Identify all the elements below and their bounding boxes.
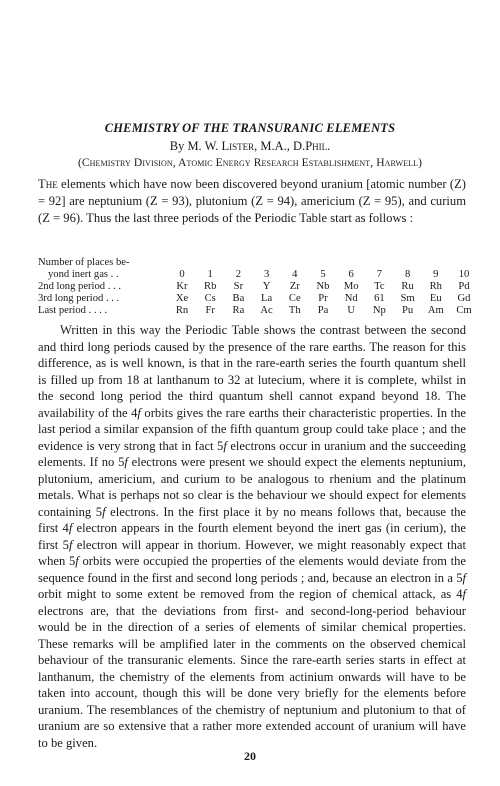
author-surname: Lister (221, 139, 255, 153)
orbital-label: f (137, 405, 141, 420)
orbital-label: f (68, 537, 73, 552)
table-row (38, 293, 471, 305)
table-row (38, 281, 470, 293)
text-run: electrons are, that the deviations from first- and second-long-period behaviour would be in the direction of a series of elements of similar chemical properties. These remarks will be amplified later in the comments on the observed chemical behaviour of the transuranic elements. Since the rare-earth series starts in effect at lanthanum, the chemistry of the elements from actinium onwards will have to be taken into account, though this will be done very briefly for the elements before uranium. The resemblances of the chemistry of neptunium and plutonium to that of uranium are so extensive that a rather more extended account of uranium will have to be given. (38, 603, 466, 750)
row-label: 3rd long period . . . (38, 293, 120, 304)
orbital-label: f (102, 504, 106, 519)
page-number: 20 (244, 749, 256, 763)
element-symbol: Rb (204, 281, 217, 292)
table-column-number: 5 (320, 269, 326, 280)
article-body (38, 322, 466, 751)
table-row (38, 305, 472, 317)
element-symbol: Sr (233, 281, 244, 292)
orbital-label: f (223, 438, 227, 453)
text-run: electrons occur in uranium and the succeeding elements. If no 5 (38, 438, 466, 469)
author-suffix: . (327, 139, 331, 153)
element-symbol: La (261, 293, 273, 304)
table-header-label: Number of places be- (38, 257, 130, 268)
table-column-number: 2 (235, 269, 242, 280)
element-symbol: Tc (374, 281, 385, 292)
element-symbol: Zr (289, 281, 300, 292)
table-column-number: 10 (458, 269, 470, 280)
table-column-number: 7 (376, 269, 383, 280)
text-run: Written in this way the Periodic Table shows the contrast between the second and third long periods caused by the presence of the rare earths. The reason for this difference, as is well known, is that in the rare-earth series the fourth quantum shell is filled up from 18 at lanthanum to 32 at lutecium, where it is complete, whilst in the second long period the third quantum shell cannot expand beyond 18. The availability of the 4 (38, 323, 466, 420)
element-symbol: Pd (458, 281, 470, 292)
element-symbol: Gd (457, 293, 471, 304)
author-degree: Phil (305, 139, 328, 153)
table-header-row (38, 257, 466, 269)
element-symbol: Np (372, 305, 386, 316)
author-affiliation: (Chemistry Division, Atomic Energy Research Establishment, Harwell) (77, 157, 423, 169)
element-symbol: Ra (232, 305, 245, 316)
row-label: 2nd long period . . . (38, 281, 121, 292)
element-symbol: Xe (175, 293, 189, 304)
text-run: orbits gives the rare earths their characteristic properties. In the last period a similar expansion of the fifth quantum group could take place ; and the evidence is very strong that in fact 5 (38, 405, 467, 453)
row-label: Last period . . . . (38, 305, 108, 316)
orbital-label: f (124, 455, 128, 469)
orbital-label: f (68, 521, 73, 535)
author-line (0, 139, 500, 154)
table-column-number: 9 (433, 269, 439, 280)
orbital-label: f (462, 587, 466, 601)
body-paragraph (38, 322, 466, 751)
table-column-number: 3 (263, 269, 270, 280)
author-prefix: By M. W. (169, 139, 222, 153)
element-symbol: Ru (401, 281, 414, 292)
table-column-number: 4 (292, 269, 298, 280)
table-column-number: 8 (404, 269, 411, 280)
element-symbol: Ba (232, 293, 245, 304)
article-title: CHEMISTRY OF THE TRANSURANIC ELEMENTS (104, 121, 396, 135)
element-symbol: Nd (344, 293, 358, 304)
element-symbol: Th (288, 305, 301, 316)
element-symbol: Eu (429, 293, 442, 304)
intro-text: elements which have now been discovered beyond uranium [atomic number (Z) = 92] are neptunium (Z = 93), plutonium (Z = 94), americium (Z = 95), and curium (Z = 96). Thus the last three periods of the Periodic Table start as follows : (38, 177, 466, 225)
text-run: electron appears in the fourth element beyond the inert gas (in cerium), the first 5 (38, 521, 466, 552)
element-symbol: Rn (175, 305, 189, 316)
element-symbol: Rh (429, 281, 442, 292)
element-symbol: Am (427, 305, 444, 316)
element-symbol: Pu (401, 305, 414, 316)
text-run: electrons. In the first place it by no means follows that, because the first 4 (38, 504, 466, 535)
intro-paragraph (38, 176, 466, 227)
text-run: orbits were occupied the properties of the elements would deviate from the sequence found in the first and second long periods ; and, because an electron in a 5 (38, 554, 466, 585)
element-symbol: Pr (318, 293, 328, 304)
element-symbol: Mo (343, 281, 359, 292)
table-header-row (38, 269, 470, 281)
orbital-label: f (75, 554, 79, 568)
text-run: electron will appear in thorium. However, we might reasonably expect that when 5 (38, 537, 466, 568)
element-symbol: U (347, 305, 356, 316)
element-symbol: Pa (317, 305, 329, 316)
element-symbol: Y (262, 281, 271, 292)
table-column-number: 6 (348, 269, 354, 280)
element-symbol: Nb (316, 281, 330, 292)
table-column-number: 1 (207, 269, 213, 280)
periodic-table-excerpt (38, 257, 472, 317)
element-symbol: Ce (288, 293, 301, 304)
table-column-number: 0 (179, 269, 185, 280)
element-symbol: Cs (204, 293, 216, 304)
element-symbol: Cm (456, 305, 472, 316)
element-symbol: Kr (176, 281, 188, 292)
element-symbol: Sm (400, 293, 415, 304)
element-symbol: Fr (205, 305, 215, 316)
table-header-label: yond inert gas . . (48, 269, 119, 280)
orbital-label: f (462, 570, 466, 585)
intro-lead-word: The (38, 177, 58, 191)
author-qualifications: , M.A., D. (254, 139, 306, 153)
element-symbol: Ac (260, 305, 273, 316)
text-run: orbit might to some extent be removed from the region of chemical attack, as 4 (38, 587, 463, 601)
text-run: electrons were present we should expect the elements neptunium, plutonium, americium, and curium to be analogous to rhenium and the platinum metals. What is perhaps not so clear is the behaviour we should expect for elements containing 5 (38, 455, 466, 519)
element-symbol: 61 (374, 293, 385, 304)
